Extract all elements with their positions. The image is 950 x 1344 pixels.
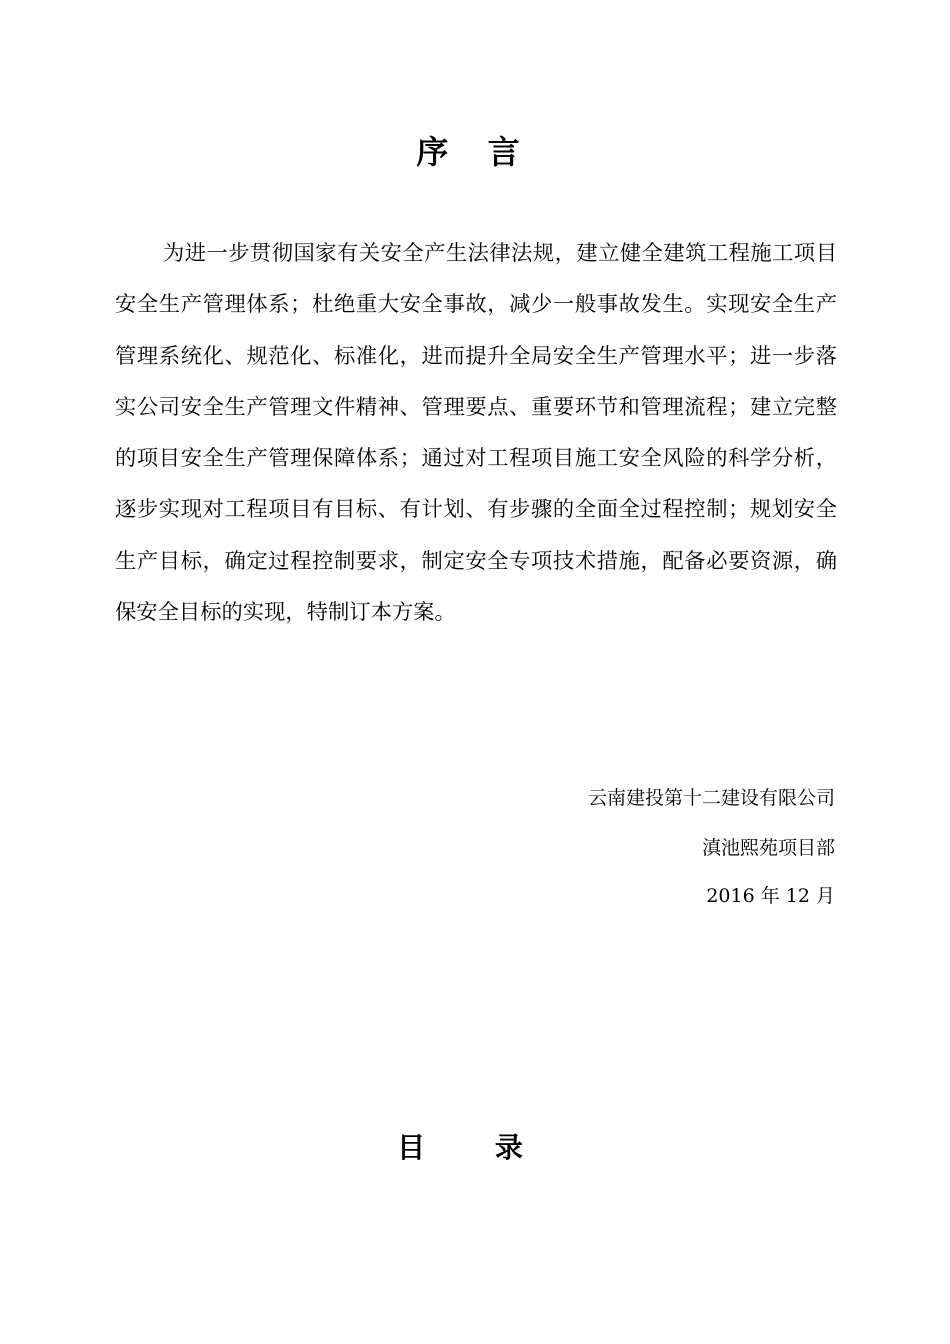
preface-body: 为进一步贯彻国家有关安全产生法律法规，建立健全建筑工程施工项目安全生产管理体系；杜绝重大安全事故，减少一般事故发生。实现安全生产管理系统化、规范化、标准化，进而提升全局安全生产管理水平；进一步落实公司安全生产管理文件精神、管理要点、重要环节和管理流程；建立完整的项目安全生产管理保障体系；通过对工程项目施工安全风险的科学分析，逐步实现对工程项目有目标、有计划、有步骤的全面全过程控制；规划安全生产目标，确定过程控制要求，制定安全专项技术措施，配备必要资源，确保安全目标的实现，特制订本方案。 <box>115 241 837 626</box>
toc-title: 目 录 <box>397 1131 553 1164</box>
preface-title: 序 言 <box>416 133 534 171</box>
signature-department: 滇池熙苑项目部 <box>701 837 835 859</box>
signature-date: 2016 年 12 月 <box>706 885 835 907</box>
signature-company: 云南建投第十二建设有限公司 <box>587 787 835 809</box>
